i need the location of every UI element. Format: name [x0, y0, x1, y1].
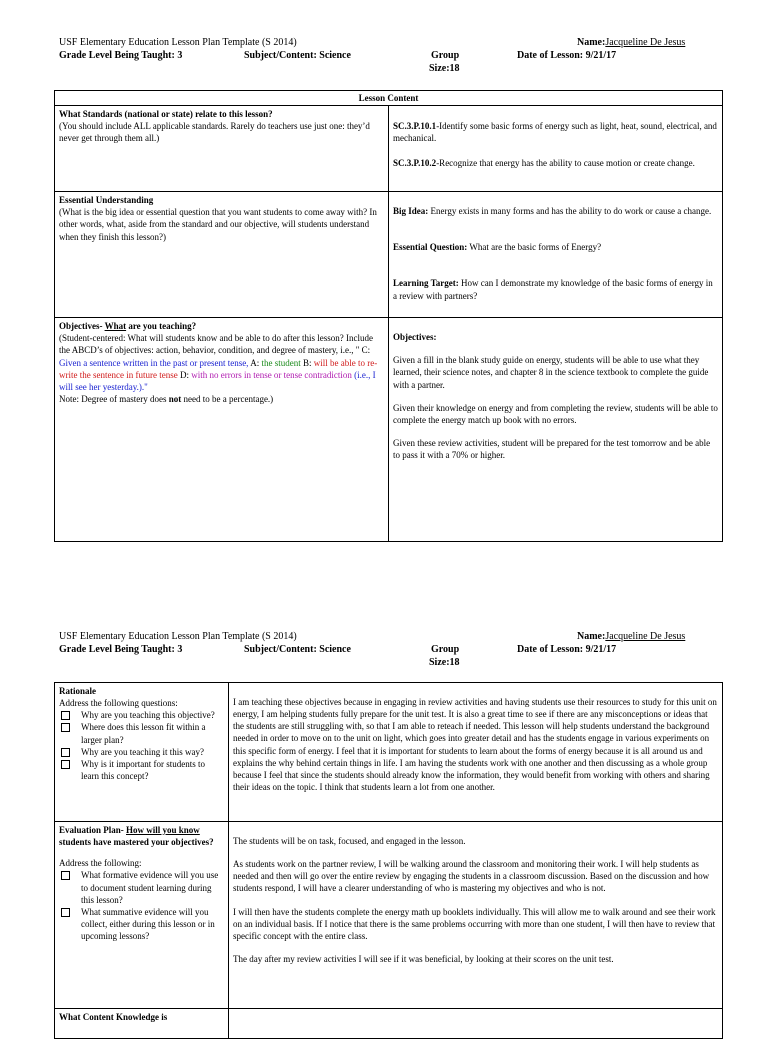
checkbox-icon [61, 723, 70, 732]
template-title: USF Elementary Education Lesson Plan Template (S 2014) [59, 631, 297, 642]
checkbox-item: Why are you teaching this objective? [59, 709, 224, 721]
rationale-answer: I am teaching these objectives because in engaging in review activities and having students use their resources to study for this unit on energy, I am helping students fully prepare for the unit test. It is also a great time to see if there are any misconceptions or ideas that the students are still struggling with, so that I am able to reteach if needed. This lesson will help students understand the background needed in order to move on to the unit on light, which goes into greater detail and has the students engage in various experiments on this specific form of energy. I feel that it is important for students to learn about the forms of energy because it is all around us and explains the why behind certain things in life. I am having the students work with one another and then discussing as a whole group because I feel that since the students should already know the information, they would benefit from working with others and sharing their ideas on the topic. I think that students learn a lot from one another. [229, 683, 723, 822]
content-knowledge-question: What Content Knowledge is [55, 1009, 229, 1039]
checkbox-icon [61, 711, 70, 720]
group-label: Group [431, 644, 460, 655]
standards-answer: SC.3.P.10.1-Identify some basic forms of energy such as light, heat, sound, electrical, and mechanical. SC.3.P.10.2-Recognize that energy has the ability to cause motion or create change. [389, 106, 723, 192]
name-label: Name: [577, 37, 606, 48]
evaluation-answer: The students will be on task, focused, and engaged in the lesson. As students work on the partner review, I will be walking around the classroom and monitoring their work. I will help students as needed and then will go over the entire review by engaging the students in a classroom discussion. Based on the discussion and how students respond, I will have a clearer understanding of who is mastering my objectives and who is not. I will then have the students complete the energy math up booklets individually. This will allow me to walk around and see their work on an individual basis. If I notice that there is the same problems occurring with more than one student, I will then have to review that specific concept with the entire class. The day after my review activities I will see if it was beneficial, by looking at their scores on the unit test. [229, 822, 723, 1009]
checkbox-item: Why are you teaching it this way? [59, 746, 224, 758]
lesson-content-table [54, 90, 723, 542]
understanding-question: Essential Understanding (What is the big idea or essential question that you want students to come away with? In other words, what, aside from the standard and our objective, will students understand when they finish this lesson?) [55, 192, 389, 318]
group-size: Size:18 [429, 63, 460, 74]
name-label: Name: [577, 631, 606, 642]
page-header [59, 36, 724, 75]
table-title: Lesson Content [55, 91, 723, 106]
objectives-answer: Objectives: Given a fill in the blank study guide on energy, students will be able to use what they learned, their science notes, and chapter 8 in the science textbook to complete the guide with a partner. Given their knowledge on energy and from completing the review, students will be able to complete the energy match up book with no errors. Given these review activities, student will be prepared for the test tomorrow and be able to pass it with a 70% or higher. [389, 318, 723, 542]
grade-level: Grade Level Being Taught: 3 [59, 50, 183, 61]
evaluation-question: Evaluation Plan- How will you know students have mastered your objectives? Address the following: What formative evidence will you use to document student learning during this lesson? What summative evidence will you collect, either during this lesson or in upcoming lessons? [55, 822, 229, 1009]
checkbox-item: Why is it important for students to learn this concept? [59, 758, 224, 782]
subject: Subject/Content: Science [244, 50, 351, 61]
lesson-date: Date of Lesson: 9/21/17 [517, 50, 617, 61]
objectives-question: Objectives- What are you teaching? (Student-centered: What will students know and be able to do after this lesson? Include the ABCD’s of objectives: action, behavior, condition, and degree of mastery, i.e., " C: Given a sentence written in the past or present tense, A: the student B: will be able to re-write the sentence in future tense D: with no errors in tense or tense contradiction (i.e., I will see her yesterday.)." Note: Degree of mastery does not need to be a percentage.) [55, 318, 389, 542]
rationale-table [54, 682, 723, 1039]
page-header-2 [59, 630, 724, 669]
rationale-question: Rationale Address the following questions: Why are you teaching this objective? Where does this lesson fit within a larger plan? Why are you teaching it this way? Why is it important for students to learn this concept? [55, 683, 229, 822]
checkbox-item: What formative evidence will you use to document student learning during this lesson? [59, 869, 224, 905]
group-size: Size:18 [429, 657, 460, 668]
checkbox-item: What summative evidence will you collect, either during this lesson or in upcoming lessons? [59, 906, 224, 942]
teacher-name: Jacqueline De Jesus [605, 37, 686, 48]
group-label: Group [431, 50, 460, 61]
standards-question: What Standards (national or state) relate to this lesson? (You should include ALL applicable standards. Rarely do teachers use just one: they’d never get through them all.) [55, 106, 389, 192]
teacher-name: Jacqueline De Jesus [605, 631, 686, 642]
subject: Subject/Content: Science [244, 644, 351, 655]
template-title: USF Elementary Education Lesson Plan Template (S 2014) [59, 37, 297, 48]
grade-level: Grade Level Being Taught: 3 [59, 644, 183, 655]
checkbox-icon [61, 760, 70, 769]
lesson-date: Date of Lesson: 9/21/17 [517, 644, 617, 655]
checkbox-icon [61, 748, 70, 757]
understanding-answer: Big Idea: Energy exists in many forms and has the ability to do work or cause a change. Essential Question: What are the basic forms of Energy? Learning Target: How can I demonstrate my knowledge of the basic forms of energy in a review with partners? [389, 192, 723, 318]
checkbox-item: Where does this lesson fit within a larger plan? [59, 721, 224, 745]
checkbox-icon [61, 871, 70, 880]
checkbox-icon [61, 908, 70, 917]
